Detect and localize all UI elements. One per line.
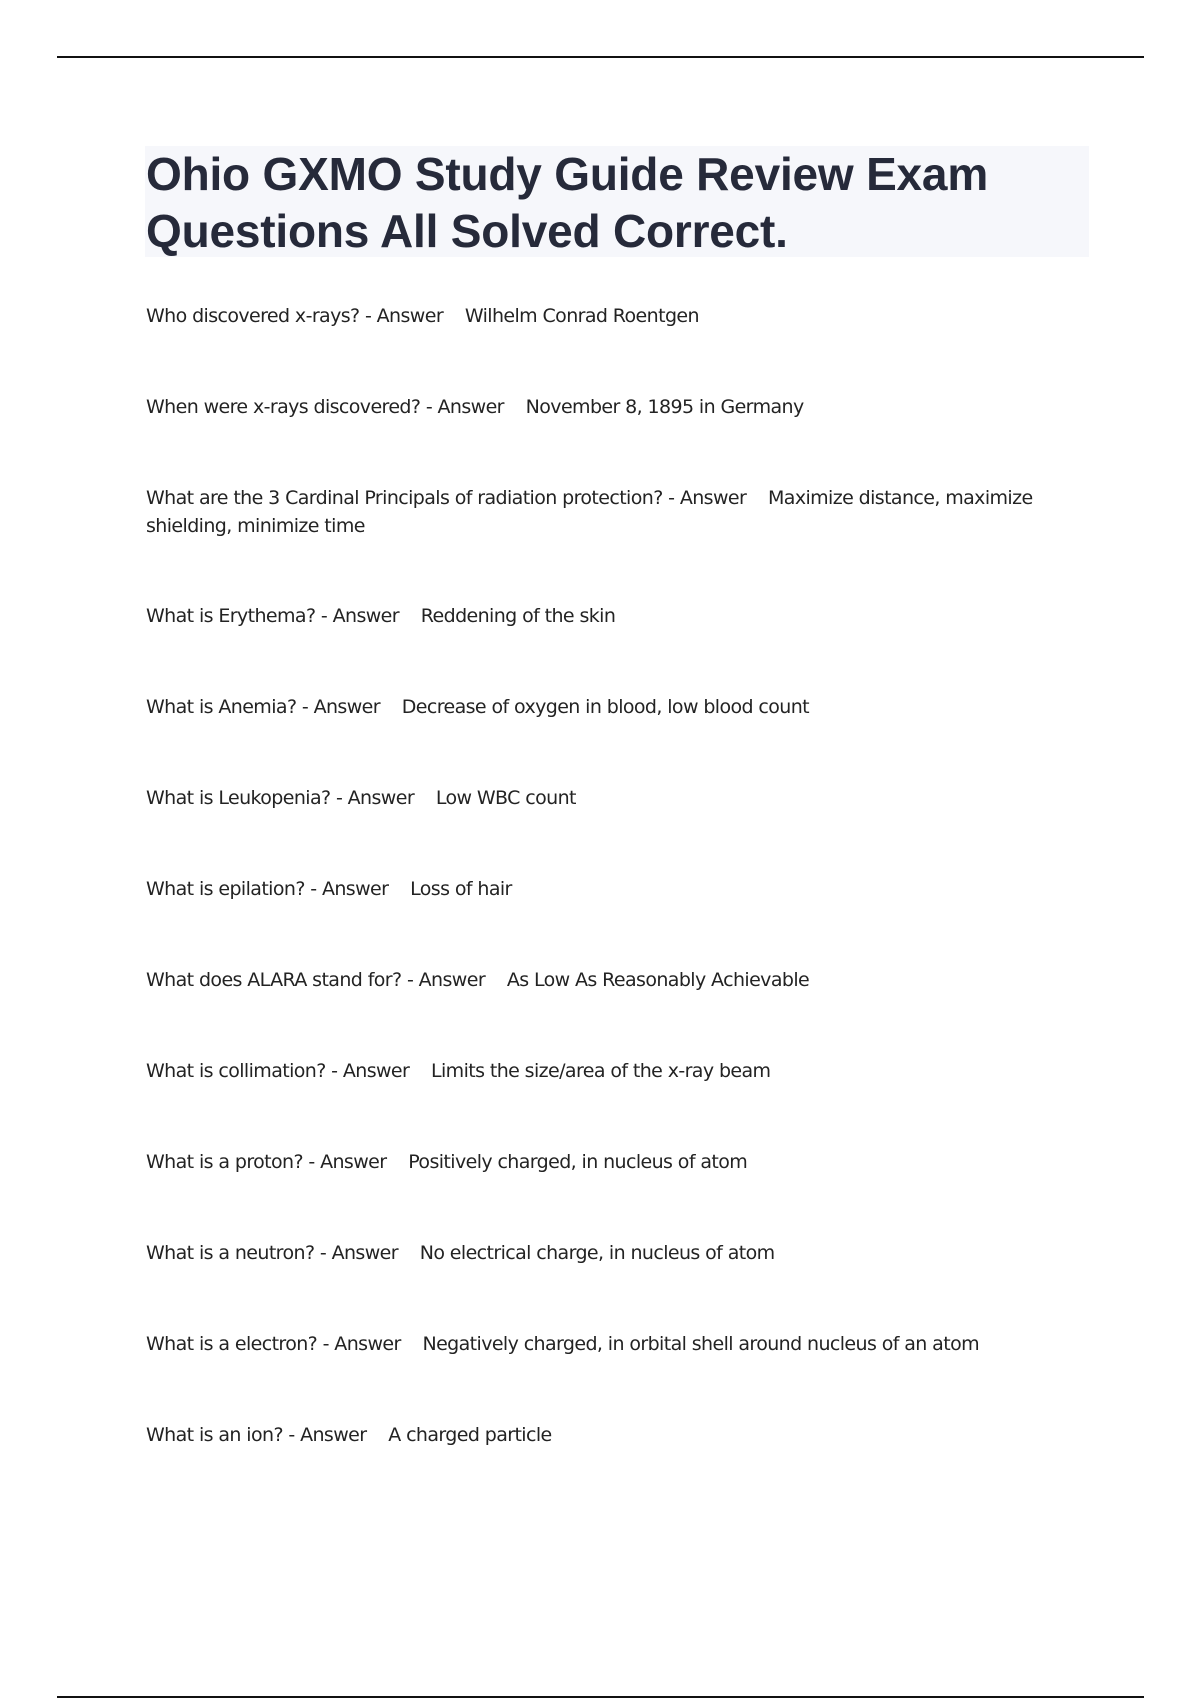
qa-item: [146, 1330, 1056, 1358]
answer-separator: - Answer: [317, 1333, 407, 1355]
answer-separator: - Answer: [304, 878, 394, 900]
answer-text: A charged particle: [388, 1424, 552, 1446]
qa-item: [146, 1421, 1056, 1449]
answer-separator: - Answer: [401, 969, 491, 991]
answer-separator: - Answer: [282, 1424, 372, 1446]
question-text: What is epilation?: [146, 878, 305, 900]
document-title: Ohio GXMO Study Guide Review Exam Questions All Solved Correct.: [146, 148, 989, 257]
answer-text: Limits the size/area of the x-ray beam: [431, 1060, 771, 1082]
answer-text: Maximize distance, maximize shielding, minimize time: [146, 487, 1033, 537]
answer-separator: - Answer: [315, 605, 405, 627]
qa-item: [146, 302, 1056, 330]
question-text: What is a proton?: [146, 1151, 303, 1173]
answer-separator: - Answer: [296, 696, 386, 718]
bottom-rule: [57, 1696, 1144, 1698]
question-text: What is Anemia?: [146, 696, 297, 718]
qa-item: [146, 693, 1056, 721]
question-text: What is Leukopenia?: [146, 787, 331, 809]
answer-separator: - Answer: [330, 787, 420, 809]
answer-text: As Low As Reasonably Achievable: [506, 969, 810, 991]
answer-text: Negatively charged, in orbital shell around nucleus of an atom: [422, 1333, 980, 1355]
question-text: What are the 3 Cardinal Principals of radiation protection?: [146, 487, 663, 509]
top-rule: [57, 56, 1144, 58]
answer-separator: - Answer: [314, 1242, 404, 1264]
question-text: What is collimation?: [146, 1060, 326, 1082]
answer-text: Low WBC count: [435, 787, 576, 809]
answer-text: No electrical charge, in nucleus of atom: [419, 1242, 775, 1264]
answer-text: November 8, 1895 in Germany: [525, 396, 804, 418]
answer-text: Loss of hair: [410, 878, 512, 900]
question-text: What is a electron?: [146, 1333, 318, 1355]
answer-text: Positively charged, in nucleus of atom: [408, 1151, 748, 1173]
qa-item: [146, 1148, 1056, 1176]
qa-item: [146, 602, 1056, 630]
answer-text: Reddening of the skin: [420, 605, 616, 627]
answer-separator: - Answer: [302, 1151, 392, 1173]
qa-item: [146, 875, 1056, 903]
qa-item: [146, 393, 1056, 421]
qa-item: [146, 1239, 1056, 1267]
answer-separator: - Answer: [359, 305, 449, 327]
answer-text: Wilhelm Conrad Roentgen: [464, 305, 699, 327]
answer-text: Decrease of oxygen in blood, low blood count: [401, 696, 810, 718]
qa-item: [146, 484, 1056, 540]
qa-item: [146, 1057, 1056, 1085]
answer-separator: - Answer: [420, 396, 510, 418]
question-text: Who discovered x-rays?: [146, 305, 360, 327]
answer-separator: - Answer: [662, 487, 752, 509]
question-text: What is an ion?: [146, 1424, 283, 1446]
answer-separator: - Answer: [325, 1060, 415, 1082]
qa-item: [146, 784, 1056, 812]
title-block: [145, 146, 1089, 257]
qa-item: [146, 966, 1056, 994]
question-text: What is a neutron?: [146, 1242, 315, 1264]
question-text: When were x-rays discovered?: [146, 396, 421, 418]
question-text: What is Erythema?: [146, 605, 316, 627]
question-text: What does ALARA stand for?: [146, 969, 402, 991]
